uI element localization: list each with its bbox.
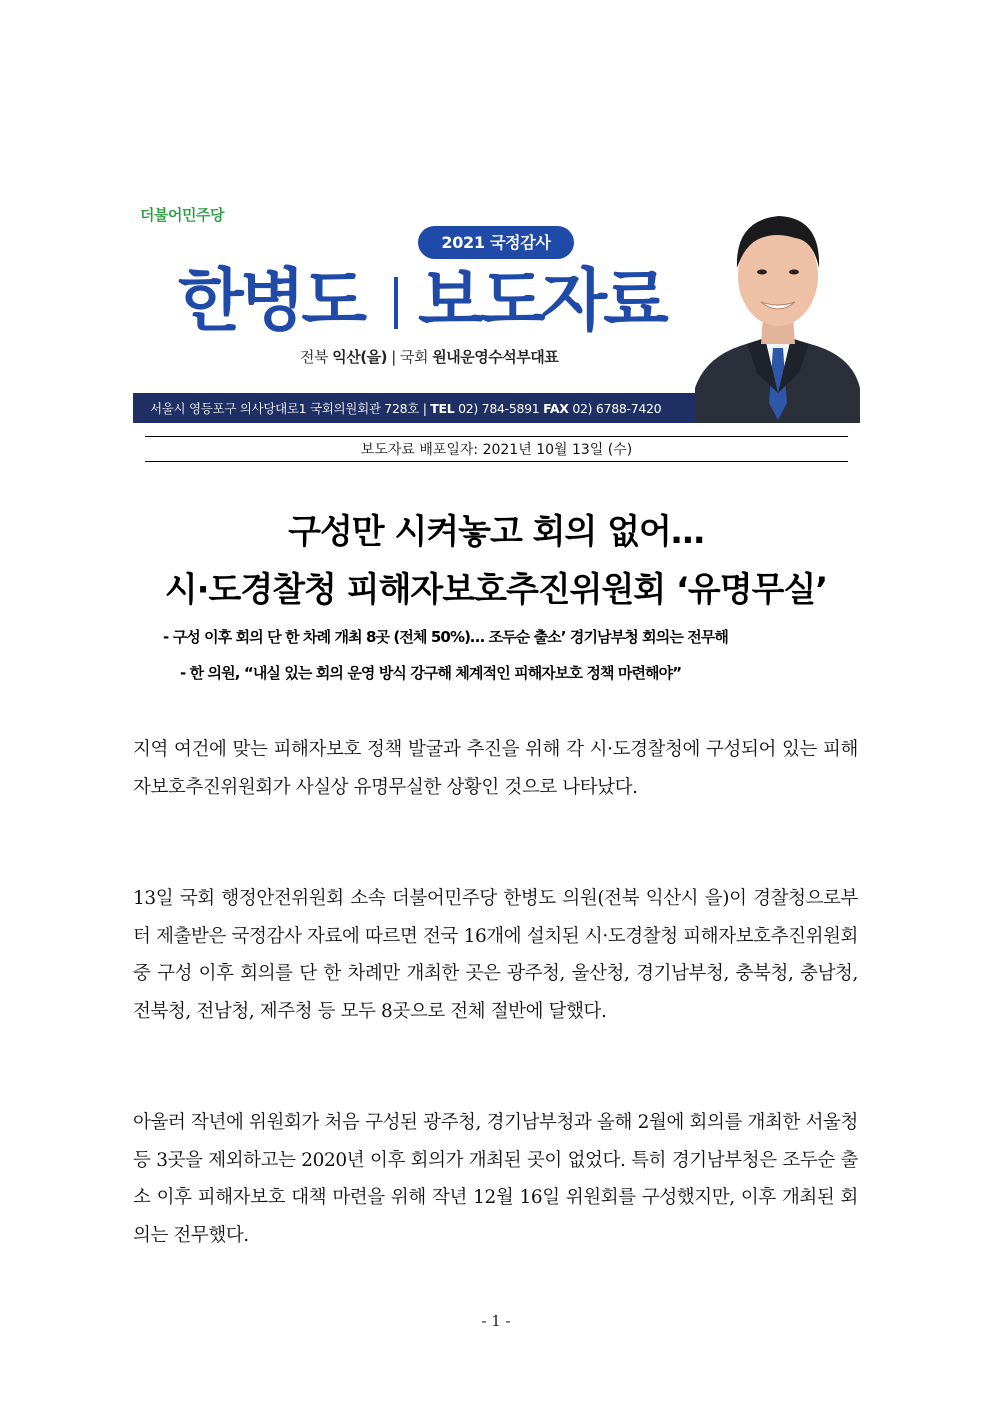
date-rule-bottom — [145, 461, 848, 462]
party-logo: 더불어민주당 — [140, 206, 224, 224]
body-paragraph-2: 13일 국회 행정안전위원회 소속 더불어민주당 한병도 의원(전북 익산시 을)이 경찰청으로부터 제출받은 국정감사 자료에 따르면 전국 16개에 설치된 시·도경찰청 피해자보호추진위원회 중 구성 이후 회의를 단 한 차례만 개최한 곳은 광주청, 울산청, 경기남부청, 충북청, 충남청, 전북청, 전남청, 제주청 등 모두 8곳으로 전체 절반에 달했다. — [133, 888, 858, 1022]
release-date: 보도자료 배포일자: 2021년 10월 13일 (수) — [360, 442, 633, 458]
audit-badge: 2021 국정감사 — [418, 226, 574, 259]
member-name-title: 한병도 — [178, 262, 364, 341]
subtitle-district: 익산(을) — [332, 348, 387, 366]
tel-label: TEL — [430, 401, 455, 416]
subtitle-role: 원내운영수석부대표 — [432, 348, 559, 366]
subheadline-2: - 한 의원, “내실 있는 회의 운영 방식 강구해 체계적인 피해자보호 정책 마련해야” — [180, 664, 682, 682]
contact-info — [150, 399, 661, 417]
page-number: - 1 - — [481, 1312, 511, 1330]
body-paragraph-3: 아울러 작년에 위원회가 처음 구성된 광주청, 경기남부청과 올해 2월에 회의를 개최한 서울청 등 3곳을 제외하고는 2020년 이후 회의가 개최된 곳이 없었다. 특히 경기남부청은 조두순 출소 이후 피해자보호 대책 마련을 위해 작년 12월 16일 위원회를 구성했지만, 이후 개최된 회의는 전무했다. — [133, 1112, 858, 1246]
member-portrait — [695, 198, 860, 423]
subtitle-prefix: 전북 — [300, 348, 333, 366]
member-subtitle — [300, 346, 558, 367]
fax-label: FAX — [543, 401, 569, 416]
office-address: 서울시 영등포구 의사당대로1 국회의원회관 728호 | — [150, 401, 431, 416]
body-paragraph-1: 지역 여건에 맞는 피해자보호 정책 발굴과 추진을 위해 각 시·도경찰청에 구성되어 있는 피해자보호추진위원회가 사실상 유명무실한 상황인 것으로 나타났다. — [133, 739, 858, 798]
tel-number: 02) 784-5891 — [454, 401, 544, 416]
subheadline-1: - 구성 이후 회의 단 한 차례 개최 8곳 (전체 50%)… 조두순 출소’ 경기남부청 회의는 전무해 — [163, 628, 729, 646]
subtitle-separator: | 국회 — [386, 348, 433, 366]
headline-line-2: 시·도경찰청 피해자보호추진위원회 ‘유명무실’ — [164, 570, 828, 610]
press-release-title: 보도자료 — [418, 262, 665, 341]
fax-number: 02) 6788-7420 — [568, 401, 662, 416]
date-rule-top — [145, 436, 848, 437]
title-divider — [394, 277, 398, 329]
headline-line-1: 구성만 시켜놓고 회의 없어… — [288, 512, 704, 552]
